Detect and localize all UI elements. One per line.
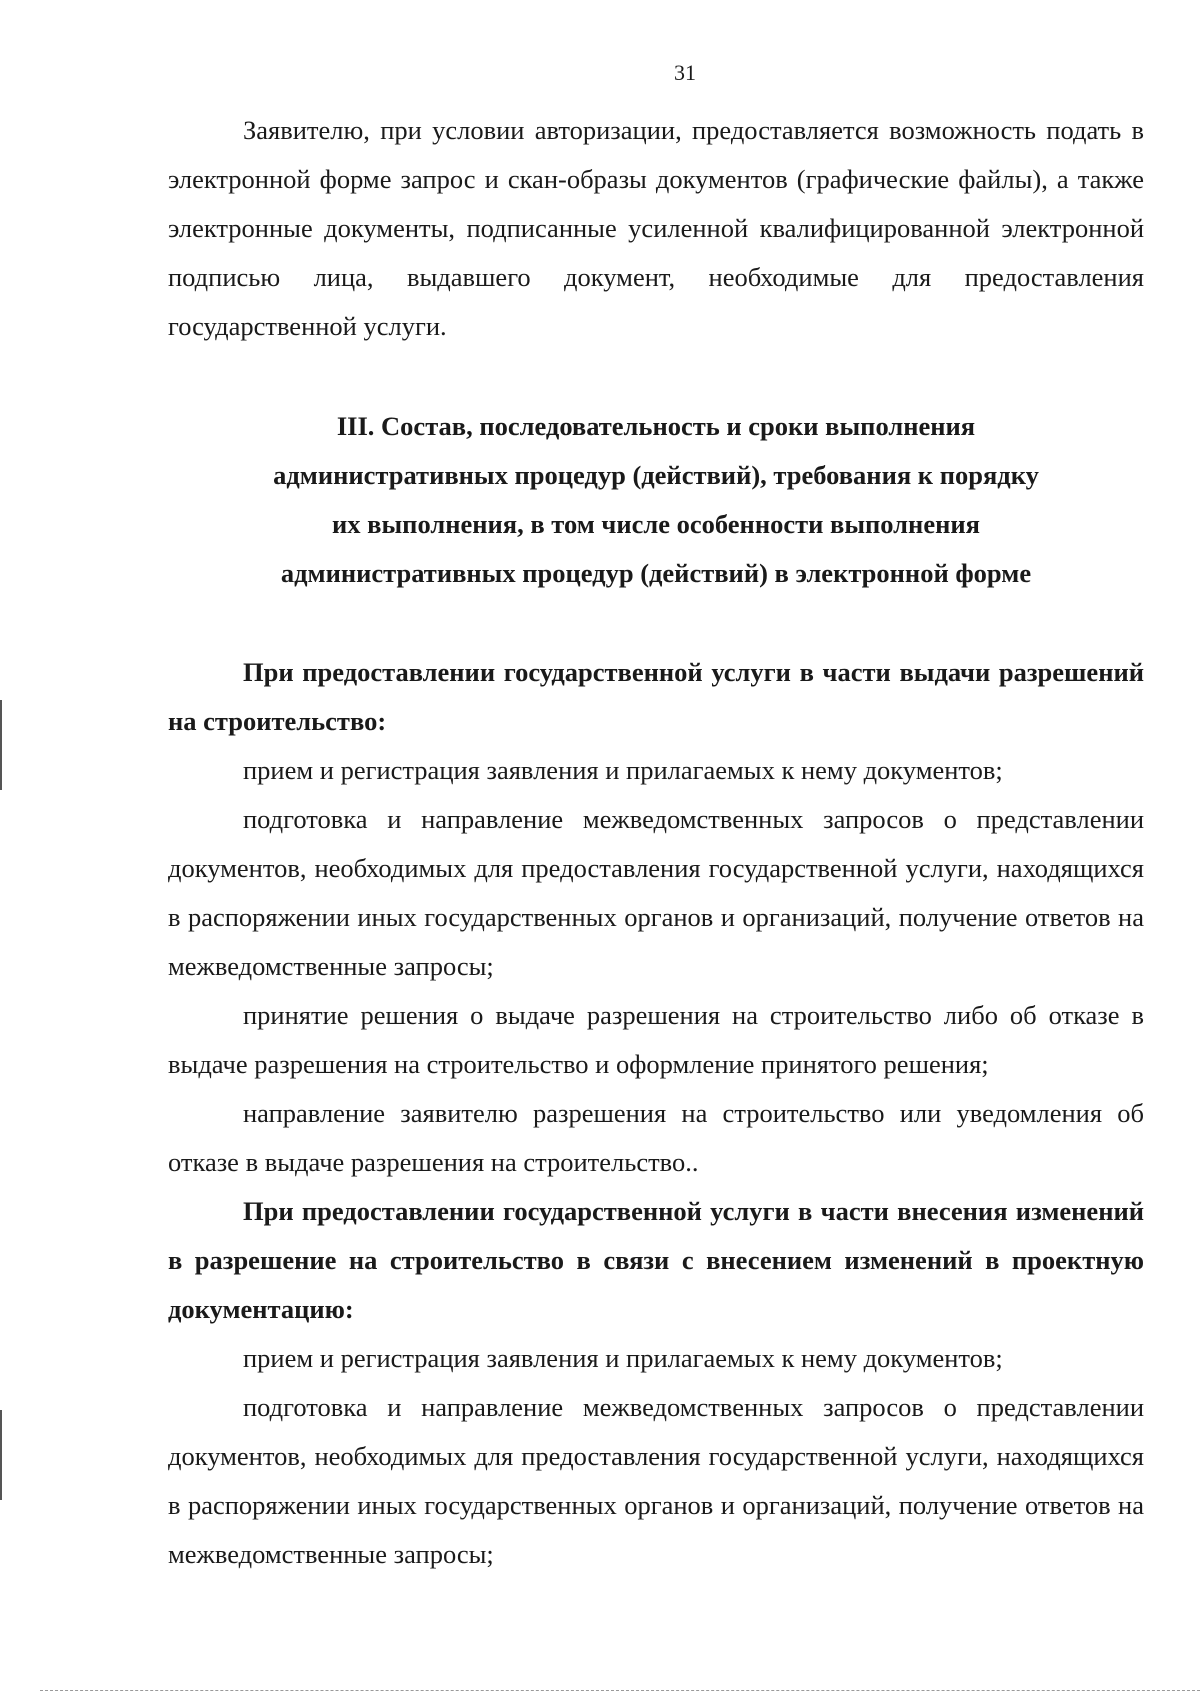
group2-item: прием и регистрация заявления и прилагаемых к нему документов; bbox=[243, 1343, 1003, 1373]
section-heading-line-1: III. Состав, последовательность и сроки выполнения bbox=[336, 411, 976, 441]
group1-item: принятие решения о выдаче разрешения на строительство либо об отказе в выдаче разрешения на строительство и оформление принятого решения; bbox=[168, 1000, 1144, 1079]
group2-title: При предоставлении государственной услуги в части внесения изменений в разрешение на строительство в связи с внесением изменений в проектную документацию: bbox=[168, 1196, 1144, 1324]
scan-bottom-edge bbox=[40, 1690, 1200, 1692]
scan-edge-mark bbox=[0, 1410, 2, 1500]
group1-item: направление заявителю разрешения на строительство или уведомления об отказе в выдаче разрешения на строительство.. bbox=[168, 1098, 1144, 1177]
group1-item: прием и регистрация заявления и прилагаемых к нему документов; bbox=[243, 755, 1003, 785]
intro-paragraph: Заявителю, при условии авторизации, предоставляется возможность подать в электронной форме запрос и скан-образы документов (графические файлы), а также электронные документы, подписанные усиленной квалифицированной электронной подписью лица, выдавшего документ, необходимые для предоставления государственной услуги. bbox=[168, 115, 1144, 341]
page-number: 31 bbox=[674, 60, 696, 85]
intro-section bbox=[168, 106, 1144, 351]
group1-title: При предоставлении государственной услуги в части выдачи разрешений на строительство: bbox=[168, 657, 1144, 736]
section-heading bbox=[168, 402, 1144, 598]
scan-edge-mark bbox=[0, 700, 2, 790]
group1-section bbox=[168, 648, 1144, 1579]
group1-item: подготовка и направление межведомственных запросов о представлении документов, необходимых для предоставления государственной услуги, находящихся в распоряжении иных государственных органов и организаций, получение ответов на межведомственные запросы; bbox=[168, 804, 1144, 981]
group2-item: подготовка и направление межведомственных запросов о представлении документов, необходимых для предоставления государственной услуги, находящихся в распоряжении иных государственных органов и организаций, получение ответов на межведомственные запросы; bbox=[168, 1392, 1144, 1569]
section-heading-line-3: их выполнения, в том числе особенности выполнения bbox=[332, 509, 980, 539]
section-heading-line-4: административных процедур (действий) в электронной форме bbox=[280, 558, 1032, 588]
section-heading-line-2: административных процедур (действий), требования к порядку bbox=[273, 460, 1039, 490]
